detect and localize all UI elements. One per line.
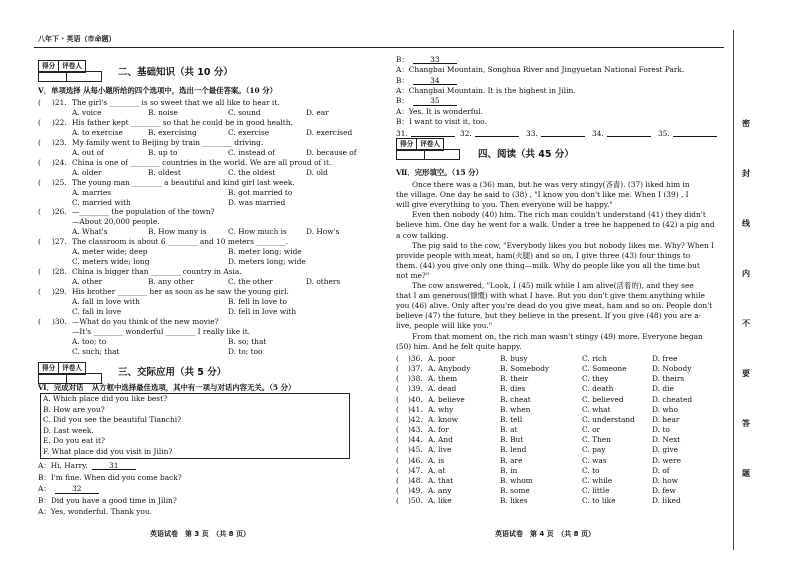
passage-line: From that moment on, the rich man wasn't stingy (49) more. Everyone began bbox=[412, 331, 703, 341]
option[interactable]: B. How many is bbox=[148, 227, 207, 237]
cloze-row bbox=[396, 465, 670, 475]
passage-line: believe him. One day he went for a walk. Under a tree he happened to (42) a pig and bbox=[396, 220, 715, 230]
option[interactable]: C. How much is bbox=[228, 227, 287, 237]
cloze-row bbox=[396, 374, 685, 384]
option[interactable]: B. at bbox=[500, 425, 518, 435]
speaker: A： bbox=[396, 106, 409, 116]
option[interactable]: C. sound bbox=[228, 107, 261, 117]
option[interactable]: A. that bbox=[428, 475, 454, 485]
answer-paren: ( bbox=[38, 117, 41, 127]
question-stem: The classroom is about 6 ________ and 10 meters ________. bbox=[72, 237, 289, 247]
option[interactable]: B. when bbox=[500, 404, 531, 414]
answer-paren-close: )28. bbox=[52, 267, 67, 277]
question-stem: The girl's ________ is so sweet that we all like to hear it. bbox=[72, 98, 280, 107]
score-box-3: 得分 评卷人 bbox=[38, 362, 86, 375]
mcq-question bbox=[38, 179, 295, 186]
option[interactable]: C. the other bbox=[228, 277, 273, 287]
answer-blank[interactable]: 32 bbox=[55, 485, 99, 493]
option[interactable]: D. Nobody bbox=[652, 364, 692, 374]
passage-line: you (46) alive. Only after you're dead do you give meat, ham and so on. People don't bbox=[396, 301, 713, 311]
option[interactable]: D. how bbox=[652, 475, 678, 485]
option[interactable]: A. know bbox=[428, 414, 459, 424]
question-num: )44. bbox=[408, 435, 423, 445]
answer-paren-close: )21. bbox=[52, 98, 67, 107]
option[interactable]: D. because of bbox=[306, 147, 357, 157]
option[interactable]: B. any other bbox=[148, 277, 194, 287]
seal-char: 线 bbox=[742, 219, 750, 228]
answer-paren: ( bbox=[38, 237, 41, 247]
passage-line: provide people with meat, ham(火腿) and so on, I give three (43) four things to bbox=[396, 250, 691, 260]
question-num: )47. bbox=[408, 465, 423, 475]
answer-paren: ( bbox=[396, 475, 399, 485]
dialog-text: Changbai Mountain. It is the highest in Jilin. bbox=[408, 85, 576, 95]
cloze-row bbox=[396, 364, 692, 374]
dialog-text: Yes, wonderful. Thank you. bbox=[50, 507, 152, 517]
dialog-text: Yes. It is wonderful. bbox=[408, 106, 483, 116]
speaker: B： bbox=[396, 96, 409, 106]
dialog-text: Hi, Harry. bbox=[50, 461, 88, 470]
option[interactable]: B. tell bbox=[500, 414, 523, 424]
dialog-line bbox=[38, 462, 136, 470]
cloze-row bbox=[396, 354, 678, 363]
dialog-line bbox=[396, 66, 684, 73]
answer-paren-close: )26. bbox=[52, 207, 67, 217]
score-label: 得分 bbox=[39, 61, 59, 72]
dialog-option: A. Which place did you like best? bbox=[43, 394, 168, 403]
cloze-row bbox=[396, 475, 678, 485]
option[interactable]: C. married with bbox=[72, 197, 131, 207]
question-stem: My family went to Beijing by train ________ driving. bbox=[72, 137, 264, 147]
option[interactable]: C. was bbox=[582, 455, 607, 465]
option[interactable]: D. exercised bbox=[306, 127, 353, 137]
option[interactable]: D. meters long; wide bbox=[228, 257, 306, 267]
option[interactable]: C. such; that bbox=[72, 346, 120, 356]
passage-line: (50) him. And he felt quite happy. bbox=[396, 341, 522, 351]
section-3-instruction: Ⅵ．完成对话 从方框中选择最佳选项，其中有一项与对话内容无关。（5 分） bbox=[38, 383, 296, 392]
answer-paren: ( bbox=[38, 177, 41, 187]
option[interactable]: D. die bbox=[652, 384, 674, 394]
answer-blank[interactable] bbox=[411, 130, 455, 137]
option[interactable]: A. dead bbox=[428, 384, 457, 394]
page-header: 八年下 · 英语（市命题） bbox=[38, 35, 116, 43]
option[interactable]: D. How's bbox=[306, 227, 340, 237]
speaker: B： bbox=[38, 495, 51, 505]
seal-char: 内 bbox=[742, 269, 750, 278]
question-num: )46. bbox=[408, 455, 423, 465]
option[interactable]: B. cheat bbox=[500, 394, 531, 404]
option[interactable]: B. likes bbox=[500, 496, 528, 506]
score-box-4: 得分 评卷人 bbox=[396, 138, 444, 151]
option[interactable]: B. fell in love to bbox=[228, 297, 287, 306]
question-num: )42. bbox=[408, 414, 423, 424]
option[interactable]: C. instead of bbox=[228, 147, 276, 157]
question-stem: —What do you think of the new movie? bbox=[72, 316, 219, 326]
passage-line: Once there was a (36) man, but he was very stingy(吝啬). (37) liked him in bbox=[412, 180, 690, 189]
answer-blank[interactable]: 35 bbox=[413, 97, 457, 105]
dialog-line bbox=[396, 97, 457, 105]
section-2-title: 二、基础知识（共 10 分） bbox=[118, 67, 233, 78]
dialog-option: B. How are you? bbox=[43, 404, 105, 414]
answer-paren: ( bbox=[396, 435, 399, 445]
speaker: B： bbox=[396, 116, 409, 126]
dialog-option: E. Do you eat it? bbox=[43, 436, 105, 446]
answer-num: 33. bbox=[526, 129, 538, 138]
answer-slot bbox=[658, 130, 717, 137]
cloze-row bbox=[396, 445, 679, 455]
answer-num: 32. bbox=[460, 129, 472, 138]
question-num: )38. bbox=[408, 374, 423, 384]
dialog-line bbox=[38, 474, 182, 481]
answer-paren: ( bbox=[396, 425, 399, 435]
option[interactable]: C. to bbox=[582, 465, 600, 475]
dialog-line bbox=[396, 108, 483, 115]
seal-char: 题 bbox=[742, 469, 750, 478]
question-stem: The young man ________ a beautiful and kind girl last week. bbox=[72, 177, 295, 187]
cloze-row bbox=[396, 384, 674, 394]
option[interactable]: C. rich bbox=[582, 354, 607, 363]
option[interactable]: A. for bbox=[428, 425, 449, 435]
dialog-text: Changbai Mountain, Songhua River and Jingyuetan National Forest Park. bbox=[408, 65, 685, 75]
answer-paren: ( bbox=[396, 384, 399, 394]
option[interactable]: D. cheated bbox=[652, 394, 693, 404]
option[interactable]: A. too; to bbox=[72, 336, 107, 346]
option[interactable]: D. Next bbox=[652, 435, 681, 445]
dialog-option: C. Did you see the beautiful Tianchi? bbox=[43, 415, 182, 425]
dialog-line bbox=[38, 485, 99, 493]
option[interactable]: B. their bbox=[500, 374, 529, 384]
option[interactable]: B. Somebody bbox=[500, 364, 550, 374]
answer-paren: ( bbox=[38, 207, 41, 217]
option[interactable]: D. were bbox=[652, 455, 681, 465]
question-num: )49. bbox=[408, 485, 423, 495]
cloze-row bbox=[396, 414, 680, 424]
option[interactable]: A. voice bbox=[72, 107, 102, 117]
answer-blank[interactable]: 34 bbox=[413, 77, 457, 85]
option[interactable]: A. Anybody bbox=[428, 364, 471, 374]
answer-paren: ( bbox=[396, 455, 399, 465]
option[interactable]: A. any bbox=[428, 485, 452, 495]
answer-paren: ( bbox=[38, 316, 41, 326]
answer-paren: ( bbox=[396, 354, 399, 363]
seal-char: 封 bbox=[742, 169, 750, 178]
speaker: B： bbox=[38, 472, 51, 482]
answer-paren: ( bbox=[38, 137, 41, 147]
grader-label: 评卷人 bbox=[62, 62, 82, 70]
question-stem: His brother ________ her as soon as he saw the young girl. bbox=[72, 287, 289, 297]
option[interactable]: A. out of bbox=[72, 147, 104, 157]
passage-line: live, people will like you." bbox=[396, 321, 493, 331]
option[interactable]: C. to like bbox=[582, 496, 616, 506]
mcq-question bbox=[38, 268, 242, 275]
question-stem: China is bigger than ________ country in Asia. bbox=[72, 267, 242, 277]
question-stem-2: —About 20,000 people. bbox=[72, 217, 160, 227]
passage-line: the village. One day he said to (38) , "I know you don't like me. When I (39) , I bbox=[396, 190, 689, 200]
passage-line: Even then nobody (40) him. The rich man couldn't understand (41) they didn't bbox=[412, 210, 706, 220]
speaker: A： bbox=[38, 461, 51, 470]
option[interactable]: B. meter long; wide bbox=[228, 247, 302, 257]
answer-blank[interactable]: 31 bbox=[92, 462, 136, 470]
dialog-line bbox=[396, 87, 576, 94]
passage-line: The cow answered, "Look, I (45) milk while I am alive(活着的), and they see bbox=[412, 281, 694, 290]
option[interactable]: B. up to bbox=[148, 147, 178, 157]
answer-paren: ( bbox=[38, 267, 41, 277]
answer-slot bbox=[592, 130, 651, 137]
speaker: A： bbox=[396, 85, 409, 95]
option[interactable]: B. dies bbox=[500, 384, 526, 394]
cloze-row bbox=[396, 485, 676, 495]
answer-blank[interactable] bbox=[607, 130, 651, 137]
speaker: A： bbox=[396, 65, 409, 75]
option[interactable]: C. little bbox=[582, 485, 610, 495]
answer-paren: ( bbox=[396, 394, 399, 404]
answer-paren: ( bbox=[396, 465, 399, 475]
passage-line: not me?" bbox=[396, 270, 430, 280]
cloze-row bbox=[396, 404, 678, 414]
answer-paren: ( bbox=[396, 485, 399, 495]
question-num: )50. bbox=[408, 496, 423, 506]
cloze-row bbox=[396, 455, 681, 465]
option[interactable]: A. poor bbox=[428, 354, 456, 363]
answer-blank[interactable] bbox=[673, 130, 717, 137]
answer-num: 34. bbox=[592, 129, 604, 138]
mcq-question bbox=[38, 159, 331, 166]
option[interactable]: A. meter wide; deep bbox=[72, 247, 148, 257]
option[interactable]: A. live bbox=[428, 445, 452, 455]
seal-line bbox=[733, 30, 734, 550]
cloze-row bbox=[396, 394, 693, 404]
option[interactable]: C. what bbox=[582, 404, 611, 414]
answer-paren: ( bbox=[396, 374, 399, 384]
mcq-question bbox=[38, 119, 293, 126]
option[interactable]: B. some bbox=[500, 485, 530, 495]
dialog-option: D. Last week. bbox=[43, 425, 94, 435]
option[interactable]: D. hear bbox=[652, 414, 680, 424]
footer-page-3: 英语试卷 第 3 页 （共 8 页） bbox=[150, 530, 250, 538]
cloze-row bbox=[396, 425, 670, 435]
option[interactable]: B. lend bbox=[500, 445, 527, 455]
question-num: )41. bbox=[408, 404, 423, 414]
answer-slot bbox=[460, 130, 519, 137]
option[interactable]: B. whom bbox=[500, 475, 533, 485]
dialog-text: I'm fine. When did you come back? bbox=[50, 472, 182, 482]
question-num: )43. bbox=[408, 425, 423, 435]
option[interactable]: D. liked bbox=[652, 496, 681, 506]
option[interactable]: A. them bbox=[428, 374, 458, 384]
answer-blank[interactable] bbox=[475, 130, 519, 137]
option[interactable]: D. to bbox=[652, 425, 670, 435]
answer-paren: ( bbox=[396, 445, 399, 455]
option[interactable]: A. to exercise bbox=[72, 127, 123, 137]
score-box-2-blank bbox=[38, 71, 102, 82]
speaker: B： bbox=[396, 55, 409, 64]
option[interactable]: B. in bbox=[500, 465, 518, 475]
option[interactable]: A. And bbox=[428, 435, 453, 445]
mcq-question bbox=[38, 139, 263, 146]
answer-paren-close: )27. bbox=[52, 237, 67, 247]
seal-char: 要 bbox=[742, 369, 750, 378]
dialog-text: I want to visit it, too. bbox=[408, 116, 487, 126]
passage-line: them. (44) you give only one thing—milk. Why do people like you all the time but bbox=[396, 260, 700, 270]
dialog-line bbox=[396, 118, 487, 125]
option[interactable]: C. Someone bbox=[582, 364, 627, 374]
passage-line: believe (47) the future, but they believe in the present. If you give (48) you are a- bbox=[396, 311, 702, 321]
option[interactable]: A. marries bbox=[72, 187, 112, 197]
option[interactable]: C. pay bbox=[582, 445, 606, 455]
speaker: A： bbox=[38, 507, 51, 517]
answer-paren-close: )22. bbox=[52, 117, 67, 127]
question-num: )39. bbox=[408, 384, 423, 394]
option[interactable]: A. believe bbox=[428, 394, 465, 404]
score-box-4-blank bbox=[396, 149, 460, 160]
seal-char: 答 bbox=[742, 419, 750, 428]
answer-paren-close: )25. bbox=[52, 177, 67, 187]
option[interactable]: A. other bbox=[72, 277, 103, 287]
answer-num: 35. bbox=[658, 129, 670, 138]
option[interactable]: C. exercise bbox=[228, 127, 270, 137]
dialog-line bbox=[38, 497, 177, 504]
question-stem: His father kept ________ so that he could be in good health. bbox=[72, 117, 293, 127]
option[interactable]: A. at bbox=[428, 465, 446, 475]
footer-page-4: 英语试卷 第 4 页 （共 8 页） bbox=[495, 530, 595, 538]
answer-paren: ( bbox=[396, 404, 399, 414]
answer-slot bbox=[526, 130, 585, 137]
mcq-question bbox=[38, 208, 215, 215]
option[interactable]: D. ear bbox=[306, 107, 329, 117]
dialog-line bbox=[396, 56, 457, 64]
option[interactable]: A. fall in love with bbox=[72, 297, 140, 306]
option[interactable]: C. death bbox=[582, 384, 614, 394]
option[interactable]: C. fall in love bbox=[72, 306, 122, 316]
answer-paren: ( bbox=[38, 287, 41, 297]
option[interactable]: A. like bbox=[428, 496, 452, 506]
answer-blank[interactable] bbox=[541, 130, 585, 137]
option[interactable]: D. theirs bbox=[652, 374, 685, 384]
section-4-title: 四、阅读（共 45 分） bbox=[478, 149, 574, 160]
question-stem-2: —It's ________ wonderful ________ I really like it. bbox=[72, 326, 251, 336]
speaker: B： bbox=[396, 75, 409, 85]
answer-paren-close: )29. bbox=[52, 287, 67, 297]
question-stem: China is one of ________ countries in the world. We are all proud of it. bbox=[72, 157, 332, 167]
answer-paren: ( bbox=[38, 98, 41, 107]
option[interactable]: B. so; that bbox=[228, 336, 267, 346]
speaker: A： bbox=[38, 484, 51, 494]
option[interactable]: A. older bbox=[72, 167, 102, 177]
answer-num: 31. bbox=[396, 129, 408, 138]
answer-paren: ( bbox=[396, 496, 399, 506]
section-3-title: 三、交际应用（共 5 分） bbox=[118, 367, 227, 378]
option[interactable]: D. of bbox=[652, 465, 670, 475]
option[interactable]: C. believed bbox=[582, 394, 624, 404]
passage-line: The pig said to the cow, "Everybody likes you but nobody likes me. Why? When I bbox=[412, 240, 714, 250]
option[interactable]: B. exercising bbox=[148, 127, 197, 137]
passage-line: a cow talking. bbox=[396, 230, 449, 240]
mcq-question bbox=[38, 238, 288, 245]
option[interactable]: C. or bbox=[582, 425, 601, 435]
passage-line: will give everything to you. Then everyone will be happy." bbox=[396, 200, 613, 210]
question-stem: —________ the population of the town? bbox=[72, 207, 215, 217]
option[interactable]: A. is bbox=[428, 455, 445, 465]
option[interactable]: D. give bbox=[652, 445, 679, 455]
answer-blank[interactable]: 33 bbox=[413, 56, 457, 64]
option[interactable]: D. to; too bbox=[228, 346, 263, 356]
option[interactable]: C. meters wide; long bbox=[72, 257, 150, 267]
option[interactable]: C. the oldest bbox=[228, 167, 276, 177]
option[interactable]: A. why bbox=[428, 404, 454, 414]
cloze-row bbox=[396, 435, 681, 445]
question-num: )36. bbox=[408, 354, 423, 363]
option[interactable]: C. understand bbox=[582, 414, 635, 424]
seal-char: 密 bbox=[742, 119, 750, 128]
answer-paren: ( bbox=[396, 364, 399, 374]
option[interactable]: A. What's bbox=[72, 227, 108, 237]
header-rule bbox=[34, 47, 724, 48]
answer-paren: ( bbox=[396, 414, 399, 424]
option[interactable]: B. oldest bbox=[148, 167, 181, 177]
question-num: )48. bbox=[408, 475, 423, 485]
mcq-question bbox=[38, 288, 289, 295]
dialog-line bbox=[396, 77, 457, 85]
answer-slot bbox=[396, 130, 455, 137]
section-2-instruction: V．单项选择 从每小题所给的四个选项中，选出一个最佳答案。（10 分） bbox=[38, 86, 277, 95]
seal-char: 不 bbox=[742, 319, 750, 328]
dialog-option: F. What place did you visit in Jilin? bbox=[43, 447, 173, 456]
option[interactable]: D. old bbox=[306, 167, 328, 177]
question-num: )45. bbox=[408, 445, 423, 455]
dialog-text: Did you have a good time in Jilin? bbox=[50, 495, 177, 505]
option[interactable]: D. free bbox=[652, 354, 678, 363]
option[interactable]: C. Then bbox=[582, 435, 611, 445]
option[interactable]: B. noise bbox=[148, 107, 178, 117]
option[interactable]: B. got married to bbox=[228, 187, 293, 197]
question-num: )40. bbox=[408, 394, 423, 404]
dialog-line bbox=[38, 508, 152, 515]
option[interactable]: D. who bbox=[652, 404, 678, 414]
option[interactable]: D. others bbox=[306, 277, 341, 287]
answer-paren: ( bbox=[38, 157, 41, 167]
option[interactable]: C. while bbox=[582, 475, 613, 485]
answer-paren-close: )30. bbox=[52, 316, 67, 326]
mcq-question bbox=[38, 99, 280, 106]
option[interactable]: B. are bbox=[500, 455, 523, 465]
option[interactable]: B. busy bbox=[500, 354, 528, 363]
option[interactable]: D. fell in love with bbox=[228, 306, 297, 316]
answer-paren-close: )24. bbox=[52, 157, 67, 167]
mcq-question bbox=[38, 318, 219, 325]
answer-paren-close: )23. bbox=[52, 137, 67, 147]
question-num: )37. bbox=[408, 364, 423, 374]
option[interactable]: D. was married bbox=[228, 197, 286, 207]
option[interactable]: B. But bbox=[500, 435, 524, 445]
cloze-row bbox=[396, 496, 681, 506]
cloze-instruction: Ⅶ．完形填空。（15 分） bbox=[396, 168, 483, 177]
option[interactable]: C. they bbox=[582, 374, 609, 384]
option[interactable]: D. few bbox=[652, 485, 676, 495]
passage-line: that I am generous(慷慨) with what I have. But you don't give them anything while bbox=[396, 291, 705, 301]
